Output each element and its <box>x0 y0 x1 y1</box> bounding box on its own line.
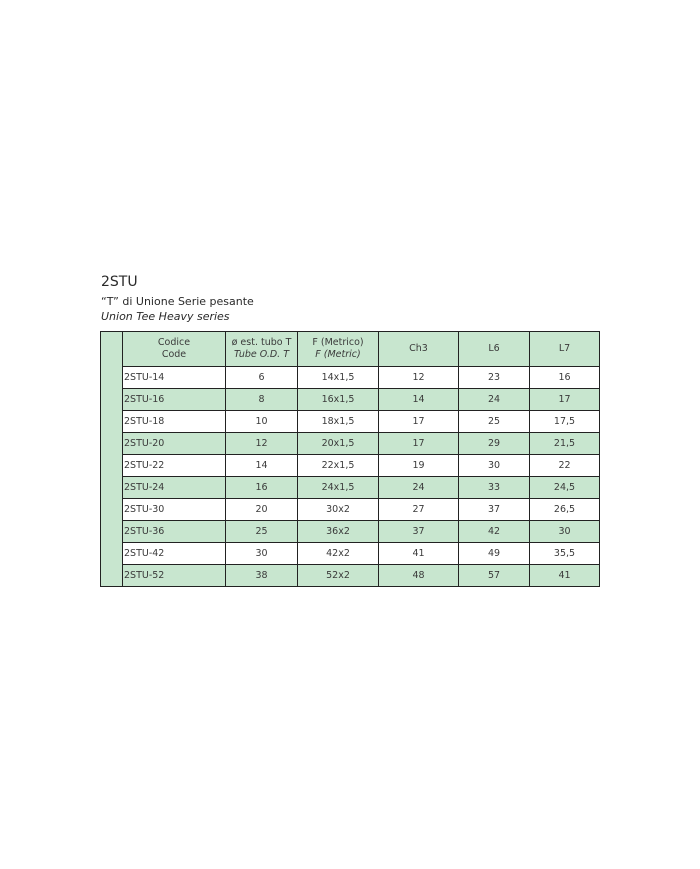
cell-code: 2STU-18 <box>123 411 226 433</box>
header-tube-od <box>226 332 298 367</box>
cell-l7: 26,5 <box>530 499 600 521</box>
header-thread-metric <box>298 332 379 367</box>
table-row <box>123 543 600 565</box>
cell-thread-metric: 18x1,5 <box>298 411 379 433</box>
cell-ch3: 14 <box>379 389 459 411</box>
product-title-italian: “T” di Unione Serie pesante <box>101 295 254 308</box>
header-thread-metric-label-en: F (Metric) <box>315 349 361 360</box>
spec-table-container <box>100 331 600 587</box>
product-code-title: 2STU <box>101 274 138 290</box>
cell-l6: 24 <box>459 389 530 411</box>
cell-l7: 17 <box>530 389 600 411</box>
cell-thread-metric: 52x2 <box>298 565 379 587</box>
table-row <box>123 455 600 477</box>
cell-code: 2STU-30 <box>123 499 226 521</box>
cell-l6: 33 <box>459 477 530 499</box>
cell-ch3: 17 <box>379 411 459 433</box>
header-code <box>123 332 226 367</box>
header-l7 <box>530 332 600 367</box>
header-l7-label: L7 <box>558 343 571 354</box>
cell-ch3: 48 <box>379 565 459 587</box>
cell-ch3: 19 <box>379 455 459 477</box>
cell-tube-od: 25 <box>226 521 298 543</box>
cell-thread-metric: 42x2 <box>298 543 379 565</box>
cell-thread-metric: 36x2 <box>298 521 379 543</box>
cell-thread-metric: 30x2 <box>298 499 379 521</box>
cell-l6: 57 <box>459 565 530 587</box>
header-tube-od-label: ø est. tubo T <box>231 337 292 348</box>
cell-tube-od: 8 <box>226 389 298 411</box>
cell-tube-od: 38 <box>226 565 298 587</box>
table-row <box>123 521 600 543</box>
header-l6-label: L6 <box>488 343 500 354</box>
cell-l7: 30 <box>530 521 600 543</box>
cell-ch3: 12 <box>379 367 459 389</box>
cell-tube-od: 12 <box>226 433 298 455</box>
cell-ch3: 41 <box>379 543 459 565</box>
cell-tube-od: 30 <box>226 543 298 565</box>
spec-table-body <box>123 367 600 587</box>
cell-code: 2STU-36 <box>123 521 226 543</box>
cell-l6: 29 <box>459 433 530 455</box>
spec-table <box>122 331 600 587</box>
header-code-label: Codice <box>157 337 191 348</box>
cell-tube-od: 16 <box>226 477 298 499</box>
cell-ch3: 24 <box>379 477 459 499</box>
cell-ch3: 27 <box>379 499 459 521</box>
cell-l6: 37 <box>459 499 530 521</box>
cell-code: 2STU-42 <box>123 543 226 565</box>
spec-table-header <box>123 332 600 367</box>
table-row <box>123 499 600 521</box>
cell-code: 2STU-14 <box>123 367 226 389</box>
cell-thread-metric: 22x1,5 <box>298 455 379 477</box>
cell-l7: 21,5 <box>530 433 600 455</box>
cell-code: 2STU-52 <box>123 565 226 587</box>
cell-ch3: 17 <box>379 433 459 455</box>
cell-thread-metric: 14x1,5 <box>298 367 379 389</box>
cell-l7: 22 <box>530 455 600 477</box>
cell-l7: 35,5 <box>530 543 600 565</box>
cell-ch3: 37 <box>379 521 459 543</box>
table-row <box>123 367 600 389</box>
table-row <box>123 389 600 411</box>
cell-l6: 30 <box>459 455 530 477</box>
table-row <box>123 477 600 499</box>
cell-l6: 42 <box>459 521 530 543</box>
cell-l7: 16 <box>530 367 600 389</box>
header-row <box>123 332 600 367</box>
table-row <box>123 433 600 455</box>
table-row <box>123 411 600 433</box>
cell-thread-metric: 20x1,5 <box>298 433 379 455</box>
cell-thread-metric: 16x1,5 <box>298 389 379 411</box>
product-title-english: Union Tee Heavy series <box>101 310 230 323</box>
side-image-band <box>100 331 123 587</box>
header-ch3 <box>379 332 459 367</box>
cell-code: 2STU-24 <box>123 477 226 499</box>
header-ch3-label: Ch3 <box>409 343 428 354</box>
cell-tube-od: 6 <box>226 367 298 389</box>
cell-l7: 17,5 <box>530 411 600 433</box>
cell-code: 2STU-20 <box>123 433 226 455</box>
cell-tube-od: 14 <box>226 455 298 477</box>
cell-l6: 23 <box>459 367 530 389</box>
header-code-label-en: Code <box>161 349 187 360</box>
cell-l6: 25 <box>459 411 530 433</box>
cell-tube-od: 10 <box>226 411 298 433</box>
header-thread-metric-label: F (Metrico) <box>312 337 364 348</box>
cell-code: 2STU-22 <box>123 455 226 477</box>
cell-l7: 41 <box>530 565 600 587</box>
cell-thread-metric: 24x1,5 <box>298 477 379 499</box>
cell-code: 2STU-16 <box>123 389 226 411</box>
cell-l6: 49 <box>459 543 530 565</box>
header-l6 <box>459 332 530 367</box>
cell-l7: 24,5 <box>530 477 600 499</box>
cell-tube-od: 20 <box>226 499 298 521</box>
header-tube-od-label-en: Tube O.D. T <box>233 349 290 360</box>
table-row <box>123 565 600 587</box>
